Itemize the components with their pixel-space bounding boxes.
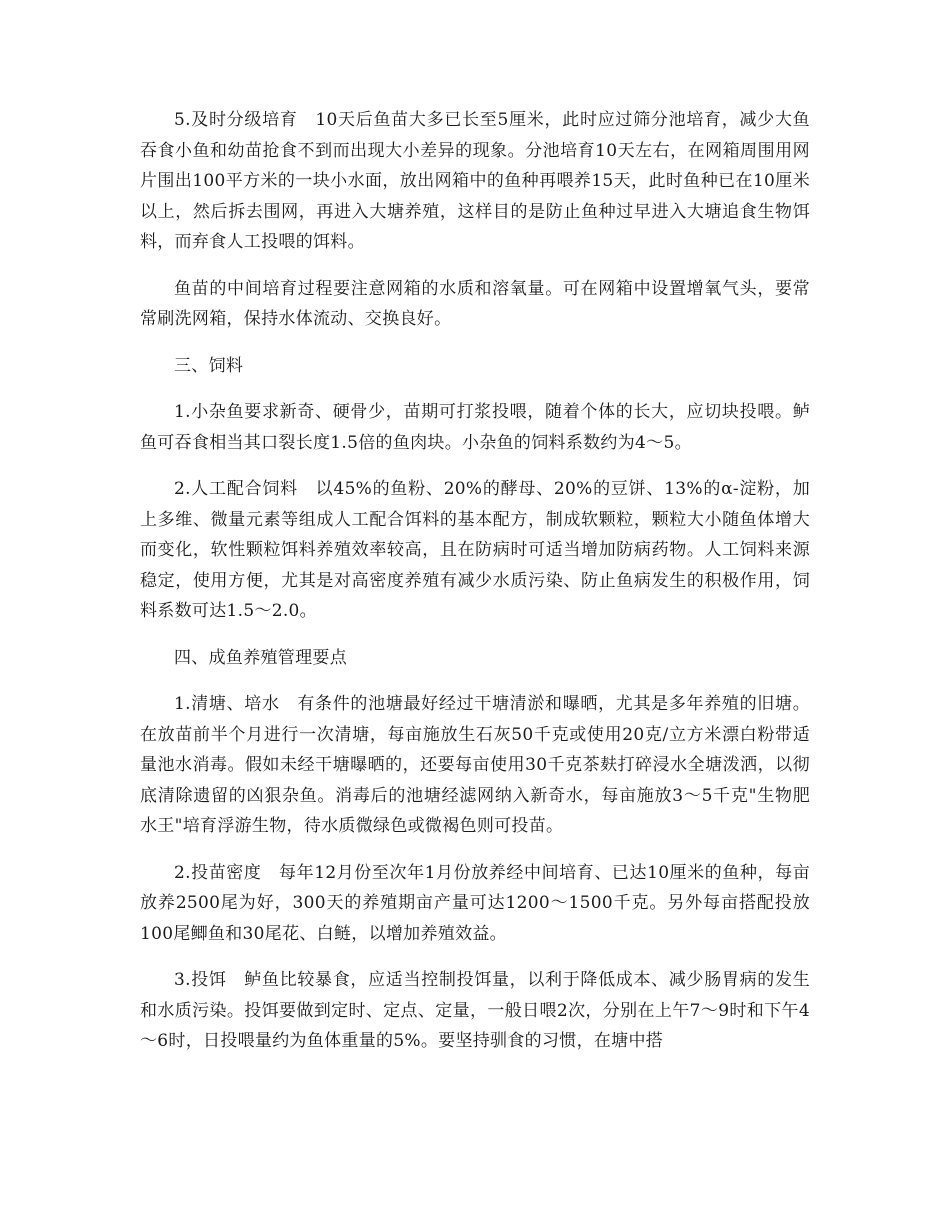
- paragraph-feeding: 3.投饵 鲈鱼比较暴食，应适当控制投饵量，以利于降低成本、减少肠胃病的发生和水质污染。投饵要做到定时、定点、定量，一般日喂2次，分别在上午7～9时和下午4～6时，日投喂量约为鱼体重量的5%。要坚持驯食的习惯，在塘中搭: [140, 970, 810, 1051]
- paragraph-artificial-feed: 2.人工配合饲料 以45%的鱼粉、20%的酵母、20%的豆饼、13%的α-淀粉，加上多维、微量元素等组成人工配合饵料的基本配方，制成软颗粒，颗粒大小随鱼体增大而变化，软性颗粒饵料养殖效率较高，且在防病时可适当增加防病药物。人工饲料来源稳定，使用方便，尤其是对高密度养殖有减少水质污染、防止鱼病发生的积极作用，饲料系数可达1.5～2.0。: [140, 479, 810, 621]
- section-heading-feed: 三、饲料: [174, 355, 244, 376]
- paragraph-grading-culture: 5.及时分级培育 10天后鱼苗大多已长至5厘米，此时应过筛分池培育，减少大鱼吞食小鱼和幼苗抢食不到而出现大小差异的现象。分池培育10天左右，在网箱周围用网片围出100平方米的一块小水面，放出网箱中的鱼种再喂养15天，此时鱼种已在10厘米以上，然后拆去围网，再进入大塘养殖，这样目的是防止鱼种过早进入大塘追食生物饵料，而弃食人工投喂的饵料。: [140, 110, 810, 252]
- paragraph-pond-cleaning: 1.清塘、培水 有条件的池塘最好经过干塘清淤和曝晒，尤其是多年养殖的旧塘。在放苗前半个月进行一次清塘，每亩施放生石灰50千克或使用20克/立方米漂白粉带适量池水消毒。假如未经干塘曝晒的，还要每亩使用30千克茶麸打碎浸水全塘泼洒，以彻底清除遗留的凶狠杂鱼。消毒后的池塘经滤网纳入新奇水，每亩施放3～5千克"生物肥水王"培育浮游生物，待水质微绿色或微褐色则可投苗。: [140, 694, 810, 836]
- document-page: [140, 105, 810, 1073]
- paragraph-small-fish-feed: 1.小杂鱼要求新奇、硬骨少，苗期可打浆投喂，随着个体的长大，应切块投喂。鲈鱼可吞食相当其口裂长度1.5倍的鱼肉块。小杂鱼的饲料系数约为4～5。: [140, 402, 810, 453]
- paragraph-net-cage-care: 鱼苗的中间培育过程要注意网箱的水质和溶氧量。可在网箱中设置增氧气头，要常常刷洗网箱，保持水体流动、交换良好。: [140, 278, 810, 329]
- paragraph-stocking-density: 2.投苗密度 每年12月份至次年1月份放养经中间培育、已达10厘米的鱼种，每亩放养2500尾为好，300天的养殖期亩产量可达1200～1500千克。另外每亩搭配投放100尾鲫鱼和30尾花、白鲢，以增加养殖效益。: [140, 862, 810, 944]
- section-heading-adult-fish-management: 四、成鱼养殖管理要点: [174, 647, 347, 668]
